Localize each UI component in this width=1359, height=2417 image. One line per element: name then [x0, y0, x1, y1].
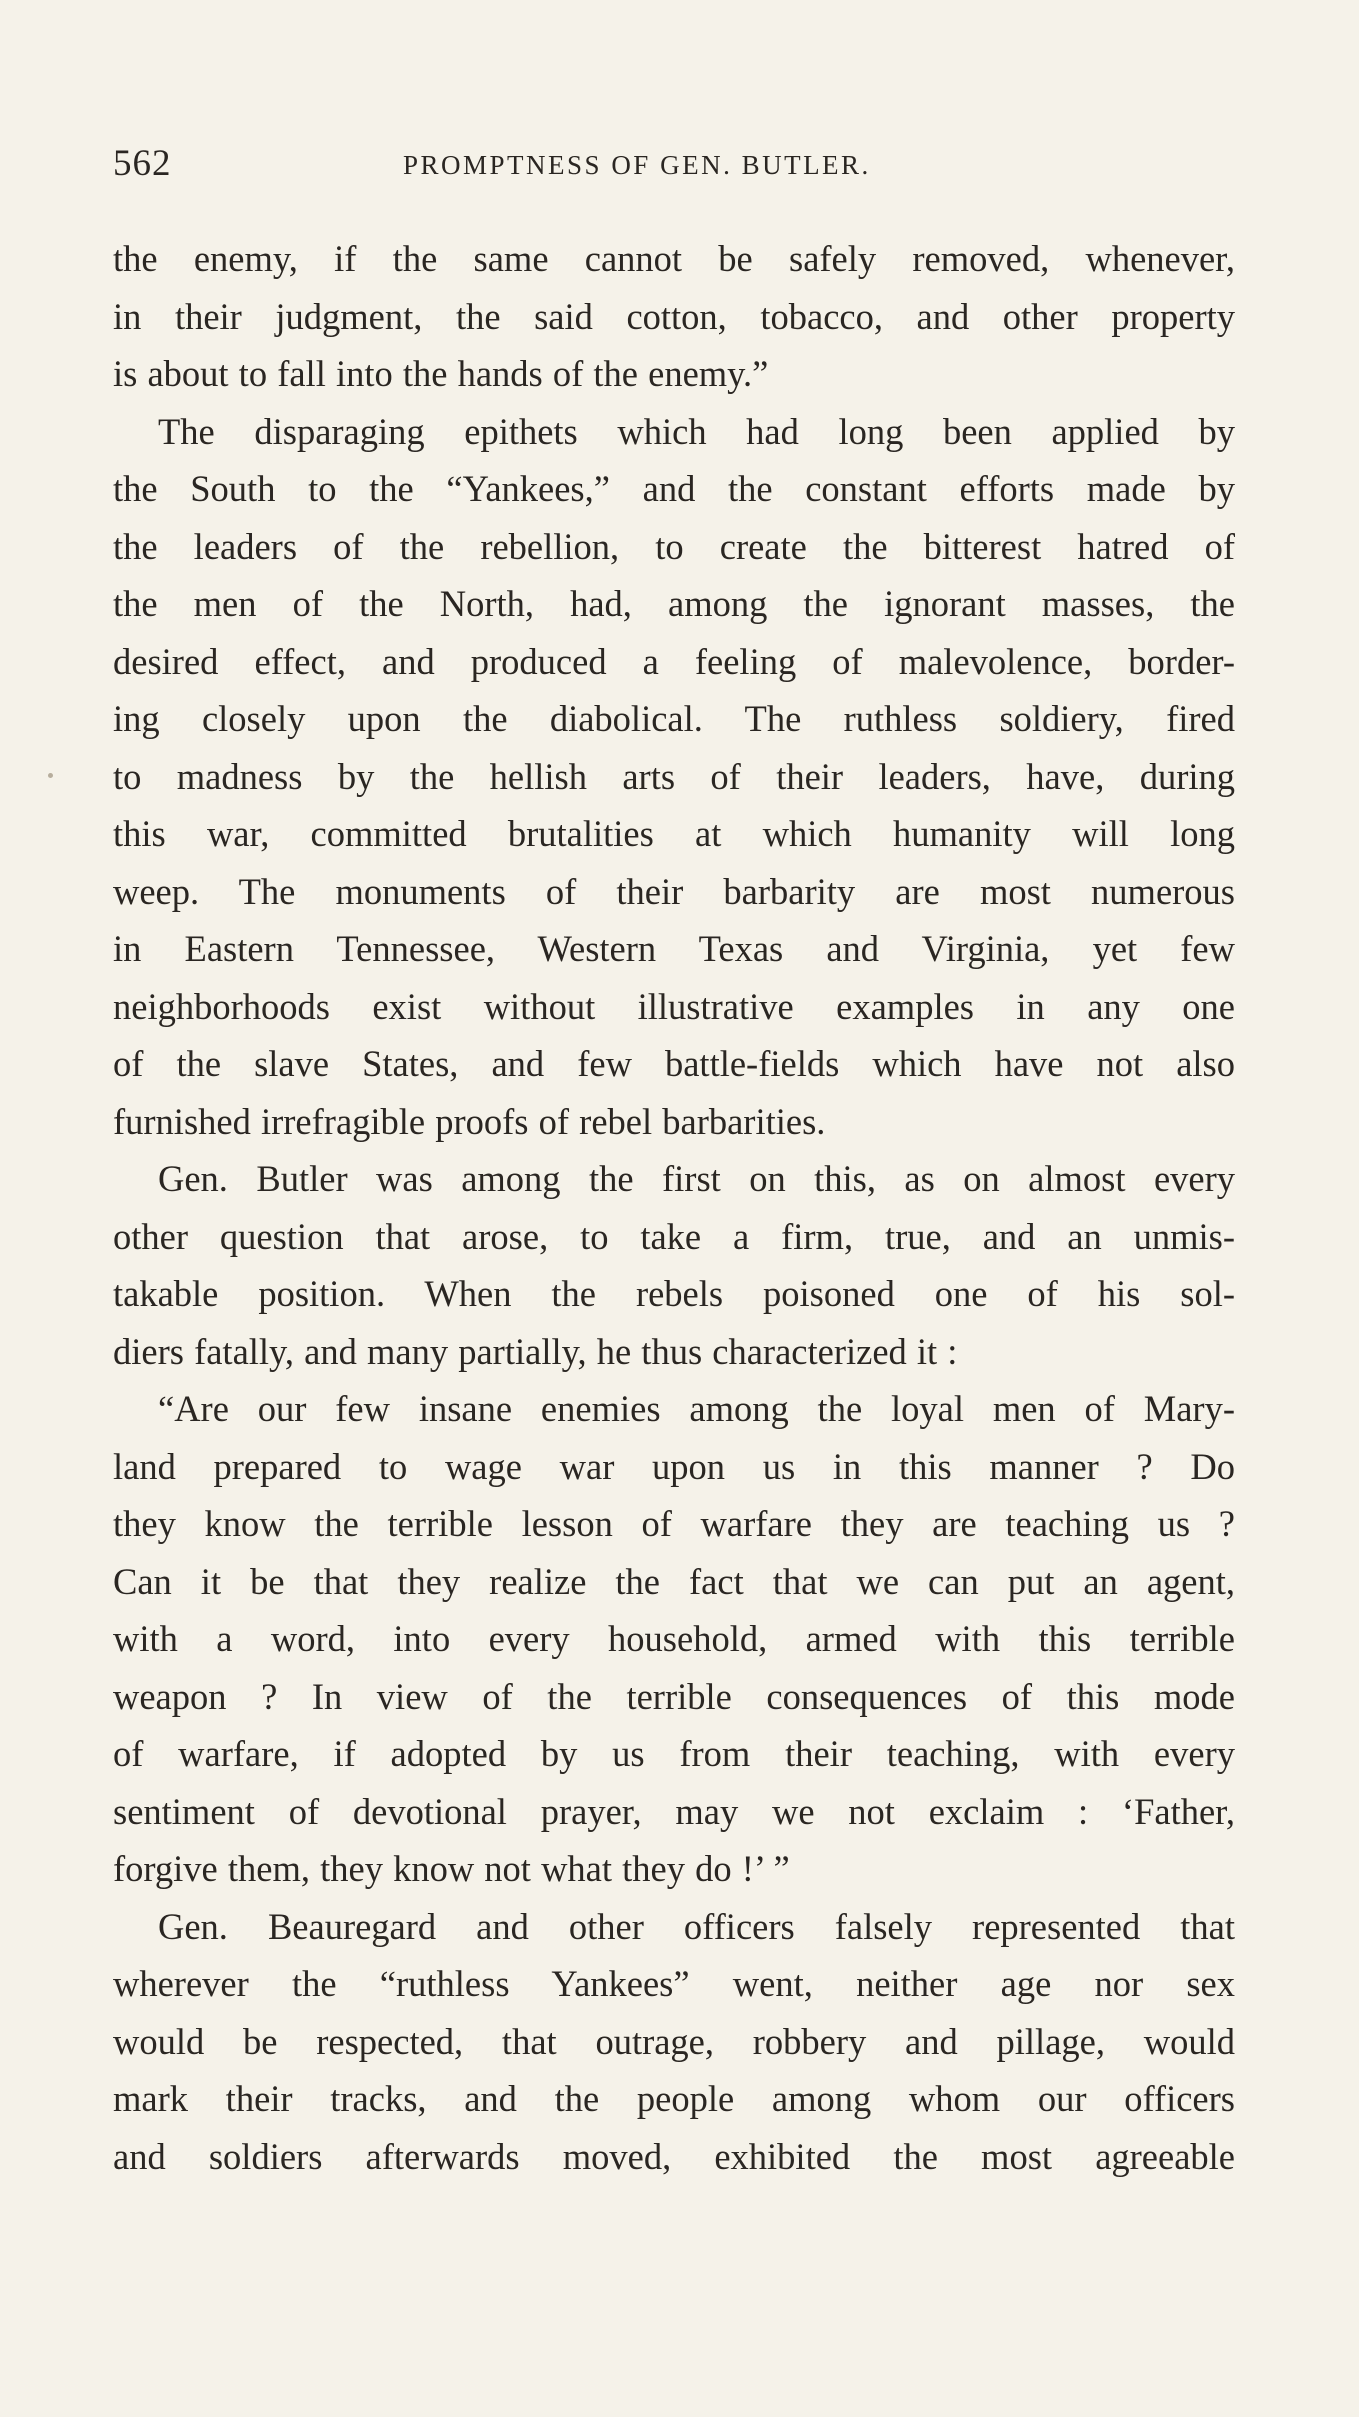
text-line: weapon ? In view of the terrible consequences of this mode — [113, 1675, 1235, 1717]
paragraph — [113, 403, 1235, 1151]
text-line: the South to the “Yankees,” and the constant efforts made by — [113, 468, 1235, 509]
text-line: in Eastern Tennessee, Western Texas and Virginia, yet few — [113, 928, 1235, 969]
text-line: “Are our few insane enemies among the loyal men of Mary- — [158, 1388, 1235, 1429]
running-head: PROMPTNESS OF GEN. BUTLER. — [403, 150, 871, 180]
text-line: desired effect, and produced a feeling of malevolence, border- — [113, 640, 1235, 682]
text-line: Gen. Beauregard and other officers falsely represented that — [158, 1905, 1235, 1947]
paragraph — [113, 1380, 1235, 1898]
text-line: diers fatally, and many partially, he thus characterized it : — [113, 1330, 958, 1372]
text-line: the leaders of the rebellion, to create the bitterest hatred of — [113, 525, 1235, 567]
text-line: mark their tracks, and the people among whom our officers — [113, 2078, 1235, 2119]
text-line: forgive them, they know not what they do !’ ” — [113, 1848, 790, 1889]
text-line: wherever the “ruthless Yankees” went, neither age nor sex — [113, 1963, 1235, 2004]
paragraph — [113, 230, 1235, 403]
page-speck — [48, 773, 53, 778]
page-header — [113, 142, 1233, 192]
text-line: takable position. When the rebels poisoned one of his sol- — [113, 1273, 1235, 1314]
text-line: furnished irrefragible proofs of rebel barbarities. — [113, 1100, 826, 1142]
text-line: this war, committed brutalities at which humanity will long — [113, 813, 1235, 854]
text-line: ing closely upon the diabolical. The ruthless soldiery, fired — [113, 698, 1235, 739]
text-line: of the slave States, and few battle-fields which have not also — [113, 1043, 1235, 1084]
text-line: to madness by the hellish arts of their leaders, have, during — [113, 755, 1235, 797]
text-line: sentiment of devotional prayer, may we not exclaim : ‘Father, — [113, 1790, 1235, 1832]
text-line: other question that arose, to take a firm, true, and an unmis- — [113, 1215, 1235, 1257]
paragraph — [113, 1150, 1235, 1380]
text-line: land prepared to wage war upon us in this manner ? Do — [113, 1445, 1235, 1487]
text-line: they know the terrible lesson of warfare they are teaching us ? — [113, 1503, 1235, 1544]
text-line: neighborhoods exist without illustrative examples in any one — [113, 985, 1235, 1027]
text-line: the enemy, if the same cannot be safely removed, whenever, — [113, 238, 1235, 279]
text-line: with a word, into every household, armed with this terrible — [113, 1618, 1235, 1659]
text-line: would be respected, that outrage, robbery and pillage, would — [113, 2020, 1235, 2062]
text-line: The disparaging epithets which had long been applied by — [158, 410, 1235, 452]
paragraph — [113, 1898, 1235, 2186]
page-number: 562 — [113, 143, 172, 184]
text-line: and soldiers afterwards moved, exhibited the most agreeable — [113, 2135, 1235, 2177]
text-line: Gen. Butler was among the first on this, as on almost every — [158, 1158, 1235, 1199]
text-line: Can it be that they realize the fact that we can put an agent, — [113, 1560, 1235, 1602]
text-line: is about to fall into the hands of the enemy.” — [113, 353, 769, 394]
text-line: in their judgment, the said cotton, tobacco, and other property — [113, 295, 1235, 337]
text-line: weep. The monuments of their barbarity are most numerous — [113, 870, 1235, 912]
text-line: of warfare, if adopted by us from their teaching, with every — [113, 1733, 1235, 1774]
body-text — [113, 230, 1235, 2185]
text-line: the men of the North, had, among the ignorant masses, the — [113, 583, 1235, 624]
